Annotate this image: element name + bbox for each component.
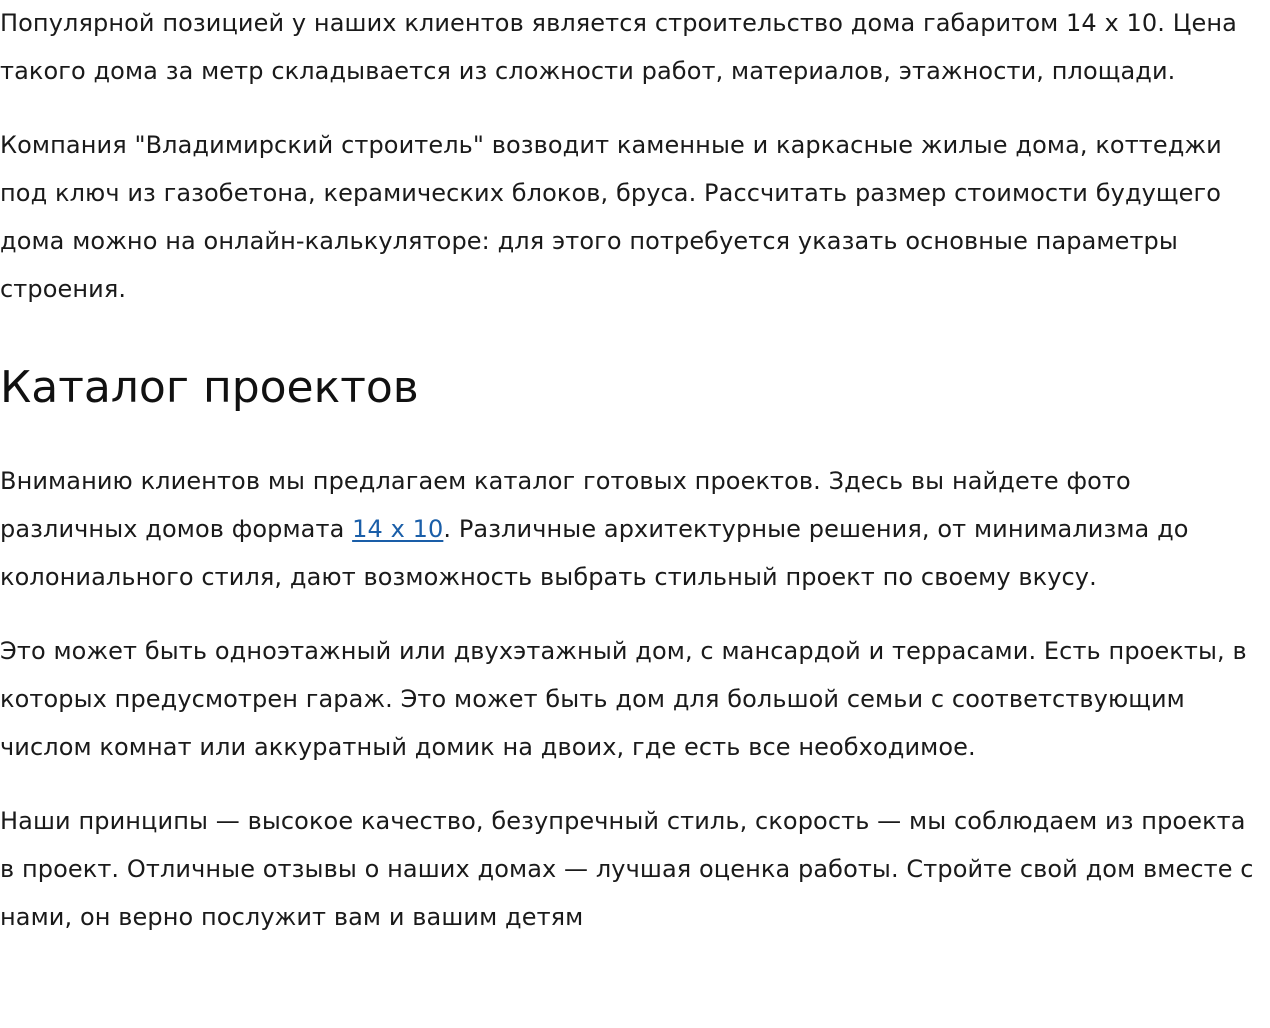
size-14x10-link[interactable]: 14 x 10 [352, 515, 444, 543]
catalog-heading: Каталог проектов [0, 362, 419, 413]
catalog-paragraph-1 [0, 457, 1266, 601]
catalog-paragraph-1-text-end: . Различные архитектурные решения, от минимализма до колониального стиля, дают возможность выбрать стильный проект по своему вкусу. [0, 515, 1189, 591]
catalog-paragraph-1-text-start: Вниманию клиентов мы предлагаем каталог готовых проектов. Здесь вы найдете фото различных домов формата [0, 467, 1131, 543]
catalog-paragraph-3: Наши принципы — высокое качество, безупречный стиль, скорость — мы соблюдаем из проекта в проект. Отличные отзывы о наших домах — лучшая оценка работы. Стройте свой дом вместе с нами, он верно послужит вам и вашим детям [0, 807, 1254, 931]
catalog-paragraph-2: Это может быть одноэтажный или двухэтажный дом, с мансардой и террасами. Есть проекты, в которых предусмотрен гараж. Это может быть дом для большой семьи с соответствующим числом комнат или аккуратный домик на двоих, где есть все необходимое. [0, 637, 1247, 761]
intro-paragraph-2: Компания "Владимирский строитель" возводит каменные и каркасные жилые дома, коттеджи под ключ из газобетона, керамических блоков, бруса. Рассчитать размер стоимости будущего дома можно на онлайн-калькуляторе: для этого потребуется указать основные параметры строения. [0, 131, 1222, 303]
intro-paragraph-1: Популярной позицией у наших клиентов является строительство дома габаритом 14 х 10. Цена такого дома за метр складывается из сложности работ, материалов, этажности, площади. [0, 9, 1237, 85]
